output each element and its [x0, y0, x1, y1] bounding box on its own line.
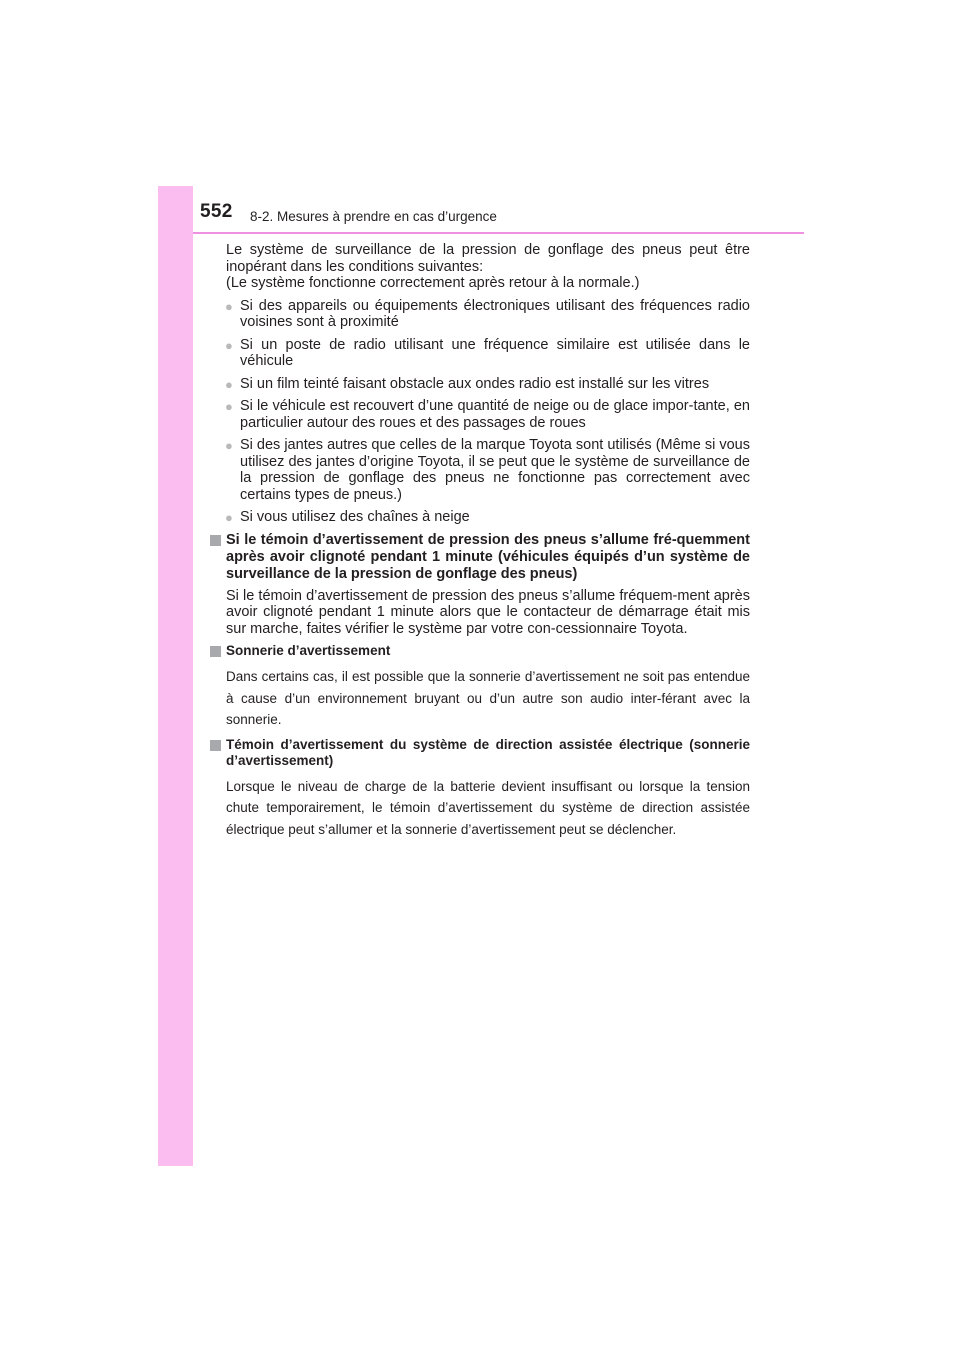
intro-note: (Le système fonctionne correctement après retour à la normale.) [226, 275, 640, 291]
bullet-dot-icon: ● [225, 337, 233, 353]
conditions-list [210, 298, 750, 526]
bullet-dot-icon: ● [225, 510, 233, 525]
bullet-dot-icon: ● [225, 399, 233, 414]
chapter-heading: 8-2. Mesures à prendre en cas d’urgence [250, 209, 497, 224]
bullet-dot-icon: ● [225, 298, 233, 314]
side-tab-band [158, 186, 193, 1166]
section-body: Si le témoin d’avertissement de pression des pneus s’allume fréquem-ment après avoir clignoté pendant 1 minute alors que le contacteur de démarrage était mis sur marche, faites vérifier le système par votre con-cessionnaire Toyota. [226, 587, 750, 637]
section-body: Dans certains cas, il est possible que la sonnerie d’avertissement ne soit pas entendue à cause d’un environnement bruyant ou d’un autre son audio inter-férant avec la sonnerie. [226, 669, 750, 727]
list-item [210, 298, 750, 331]
page-body [210, 242, 750, 846]
list-item-text: Si des appareils ou équipements électroniques utilisant des fréquences radio voisines sont à proximité [240, 297, 750, 330]
list-item-text: Si un film teinté faisant obstacle aux ondes radio est installé sur les vitres [240, 375, 710, 392]
section-square-icon [210, 740, 221, 751]
section-warning-buzzer [210, 643, 750, 731]
section-tpms-warning-light [210, 532, 750, 638]
section-heading: Si le témoin d’avertissement de pression des pneus s’allume fré-quemment après avoir clignoté pendant 1 minute (véhicules équipés d’un système de surveillance de la pression de gonflage des pneus) [226, 531, 750, 582]
bullet-dot-icon: ● [225, 376, 233, 392]
list-item-text: Si le véhicule est recouvert d’une quantité de neige ou de glace impor-tante, en particulier autour des roues et des passages de roues [240, 398, 750, 431]
list-item [210, 376, 750, 393]
list-item [210, 337, 750, 370]
list-item-text: Si vous utilisez des chaînes à neige [240, 509, 470, 525]
section-eps-warning-light [210, 737, 750, 841]
list-item [210, 437, 750, 503]
intro-line: Le système de surveillance de la pression de gonflage des pneus peut être inopérant dans les conditions suivantes: [226, 242, 750, 275]
section-heading: Sonnerie d’avertissement [226, 643, 391, 658]
section-body: Lorsque le niveau de charge de la batterie devient insuffisant ou lorsque la tension chute temporairement, le témoin d’avertissement du système de direction assistée électrique peut s’allumer et la sonnerie d’avertissement peut se déclencher. [226, 778, 750, 837]
list-item-text: Si un poste de radio utilisant une fréquence similaire est utilisée dans le véhicule [240, 336, 750, 369]
list-item [210, 509, 750, 526]
section-square-icon [210, 646, 221, 657]
section-heading: Témoin d’avertissement du système de direction assistée électrique (sonnerie d’avertissement) [226, 736, 750, 768]
bullet-dot-icon: ● [225, 438, 233, 453]
section-square-icon [210, 535, 221, 546]
intro-paragraph [226, 242, 750, 292]
list-item [210, 398, 750, 431]
header-rule [193, 232, 804, 234]
list-item-text: Si des jantes autres que celles de la marque Toyota sont utilisés (Même si vous utilisez des jantes d’origine Toyota, il se peut que le système de surveillance de la pression de gonflage des pneus ne fonctionne pas correctement avec certains types de pneus.) [240, 437, 750, 503]
page-number: 552 [200, 201, 233, 222]
